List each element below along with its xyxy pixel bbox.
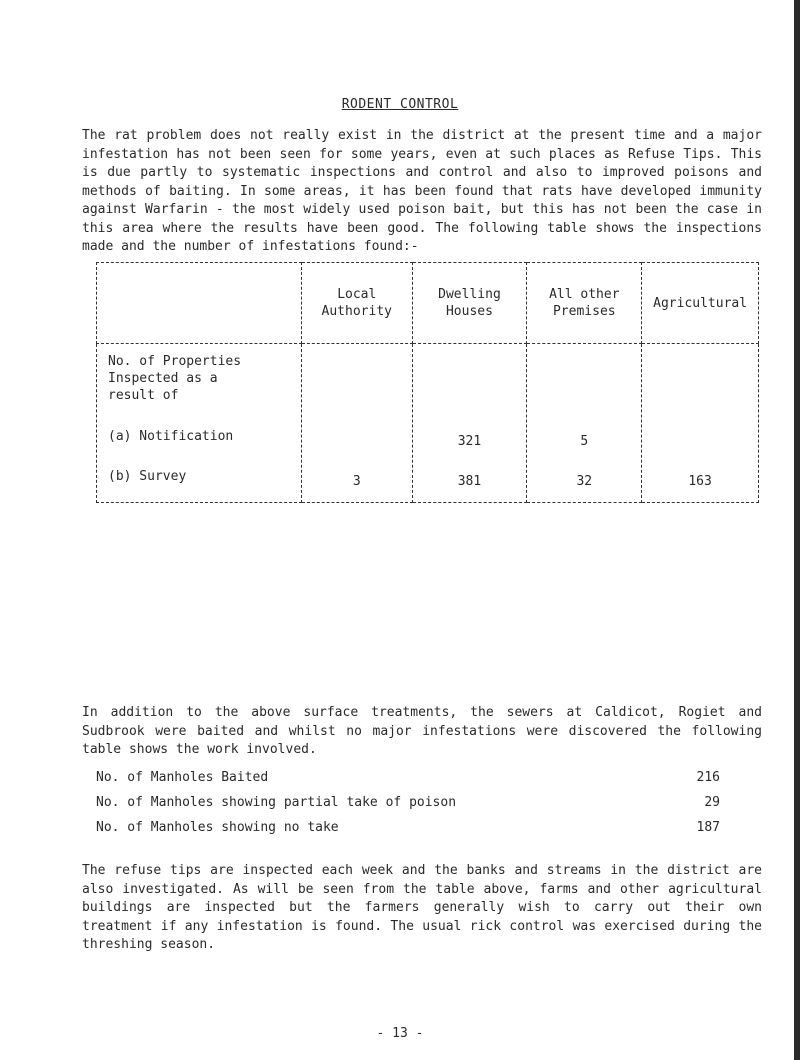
table-header-blank [97,263,302,344]
scan-edge [794,0,800,1060]
table-cell [303,434,411,451]
stat-label: No. of Manholes showing partial take of poison [96,795,457,810]
table-cell: 3 [352,474,361,489]
table-header-local-authority: Local Authority [301,263,412,344]
stat-value: 29 [704,795,720,810]
row-label-notification: (a) Notification [108,429,234,444]
table-cell [643,434,757,451]
col-agricultural [642,344,759,503]
table-cell: 32 [576,474,593,489]
table-cell: 5 [580,434,589,449]
stat-value: 187 [696,820,720,835]
table-header-other-premises: All other Premises [527,263,642,344]
row-group-label-line: Inspected as a [108,371,218,386]
refuse-tips-paragraph: The refuse tips are inspected each week and the banks and streams in the district are also investigated. As will be seen from the table above, farms and other agricultural buildings are inspected but the farmers generally wish to carry out their own treatment if any infestation is found. The usual rick control was exercised during the threshing season. [82,863,762,952]
row-group-label-line: result of [108,388,179,403]
table-cell: 381 [457,474,482,489]
row-group-label-line: No. of Properties [108,354,242,369]
table-cell: 163 [688,474,712,489]
table-header-agricultural: Agricultural [642,263,759,344]
col-local-authority [301,344,412,503]
table-body-row [97,344,759,503]
stat-label: No. of Manholes Baited [96,770,269,785]
intro-paragraph: The rat problem does not really exist in the district at the present time and a major infestation has not been seen for some years, even at such places as Refuse Tips. This is due partly to systematic inspections and control and also to improved poisons and methods of baiting. In some areas, it has been found that rats have developed immunity against Warfarin - the most widely used poison bait, but this has not been the case in this area where the results have been good. The following table shows the inspections made and the number of infestations found:- [82,128,762,254]
table-cell: 321 [457,434,482,449]
stat-label: No. of Manholes showing no take [96,820,339,835]
table-header-dwelling-houses: Dwelling Houses [412,263,527,344]
row-labels-cell [97,344,302,503]
col-other-premises [527,344,642,503]
stat-value: 216 [696,770,720,785]
col-dwelling-houses [412,344,527,503]
sewers-paragraph: In addition to the above surface treatments, the sewers at Caldicot, Rogiet and Sudbrook were baited and whilst no major infestations were discovered the following table shows the work involved. [82,705,762,757]
inspections-table [96,262,759,503]
page-title: RODENT CONTROL [341,97,459,112]
row-label-survey: (b) Survey [108,469,187,484]
table-header-row [97,263,759,344]
page-number: - 13 - [376,1026,424,1041]
